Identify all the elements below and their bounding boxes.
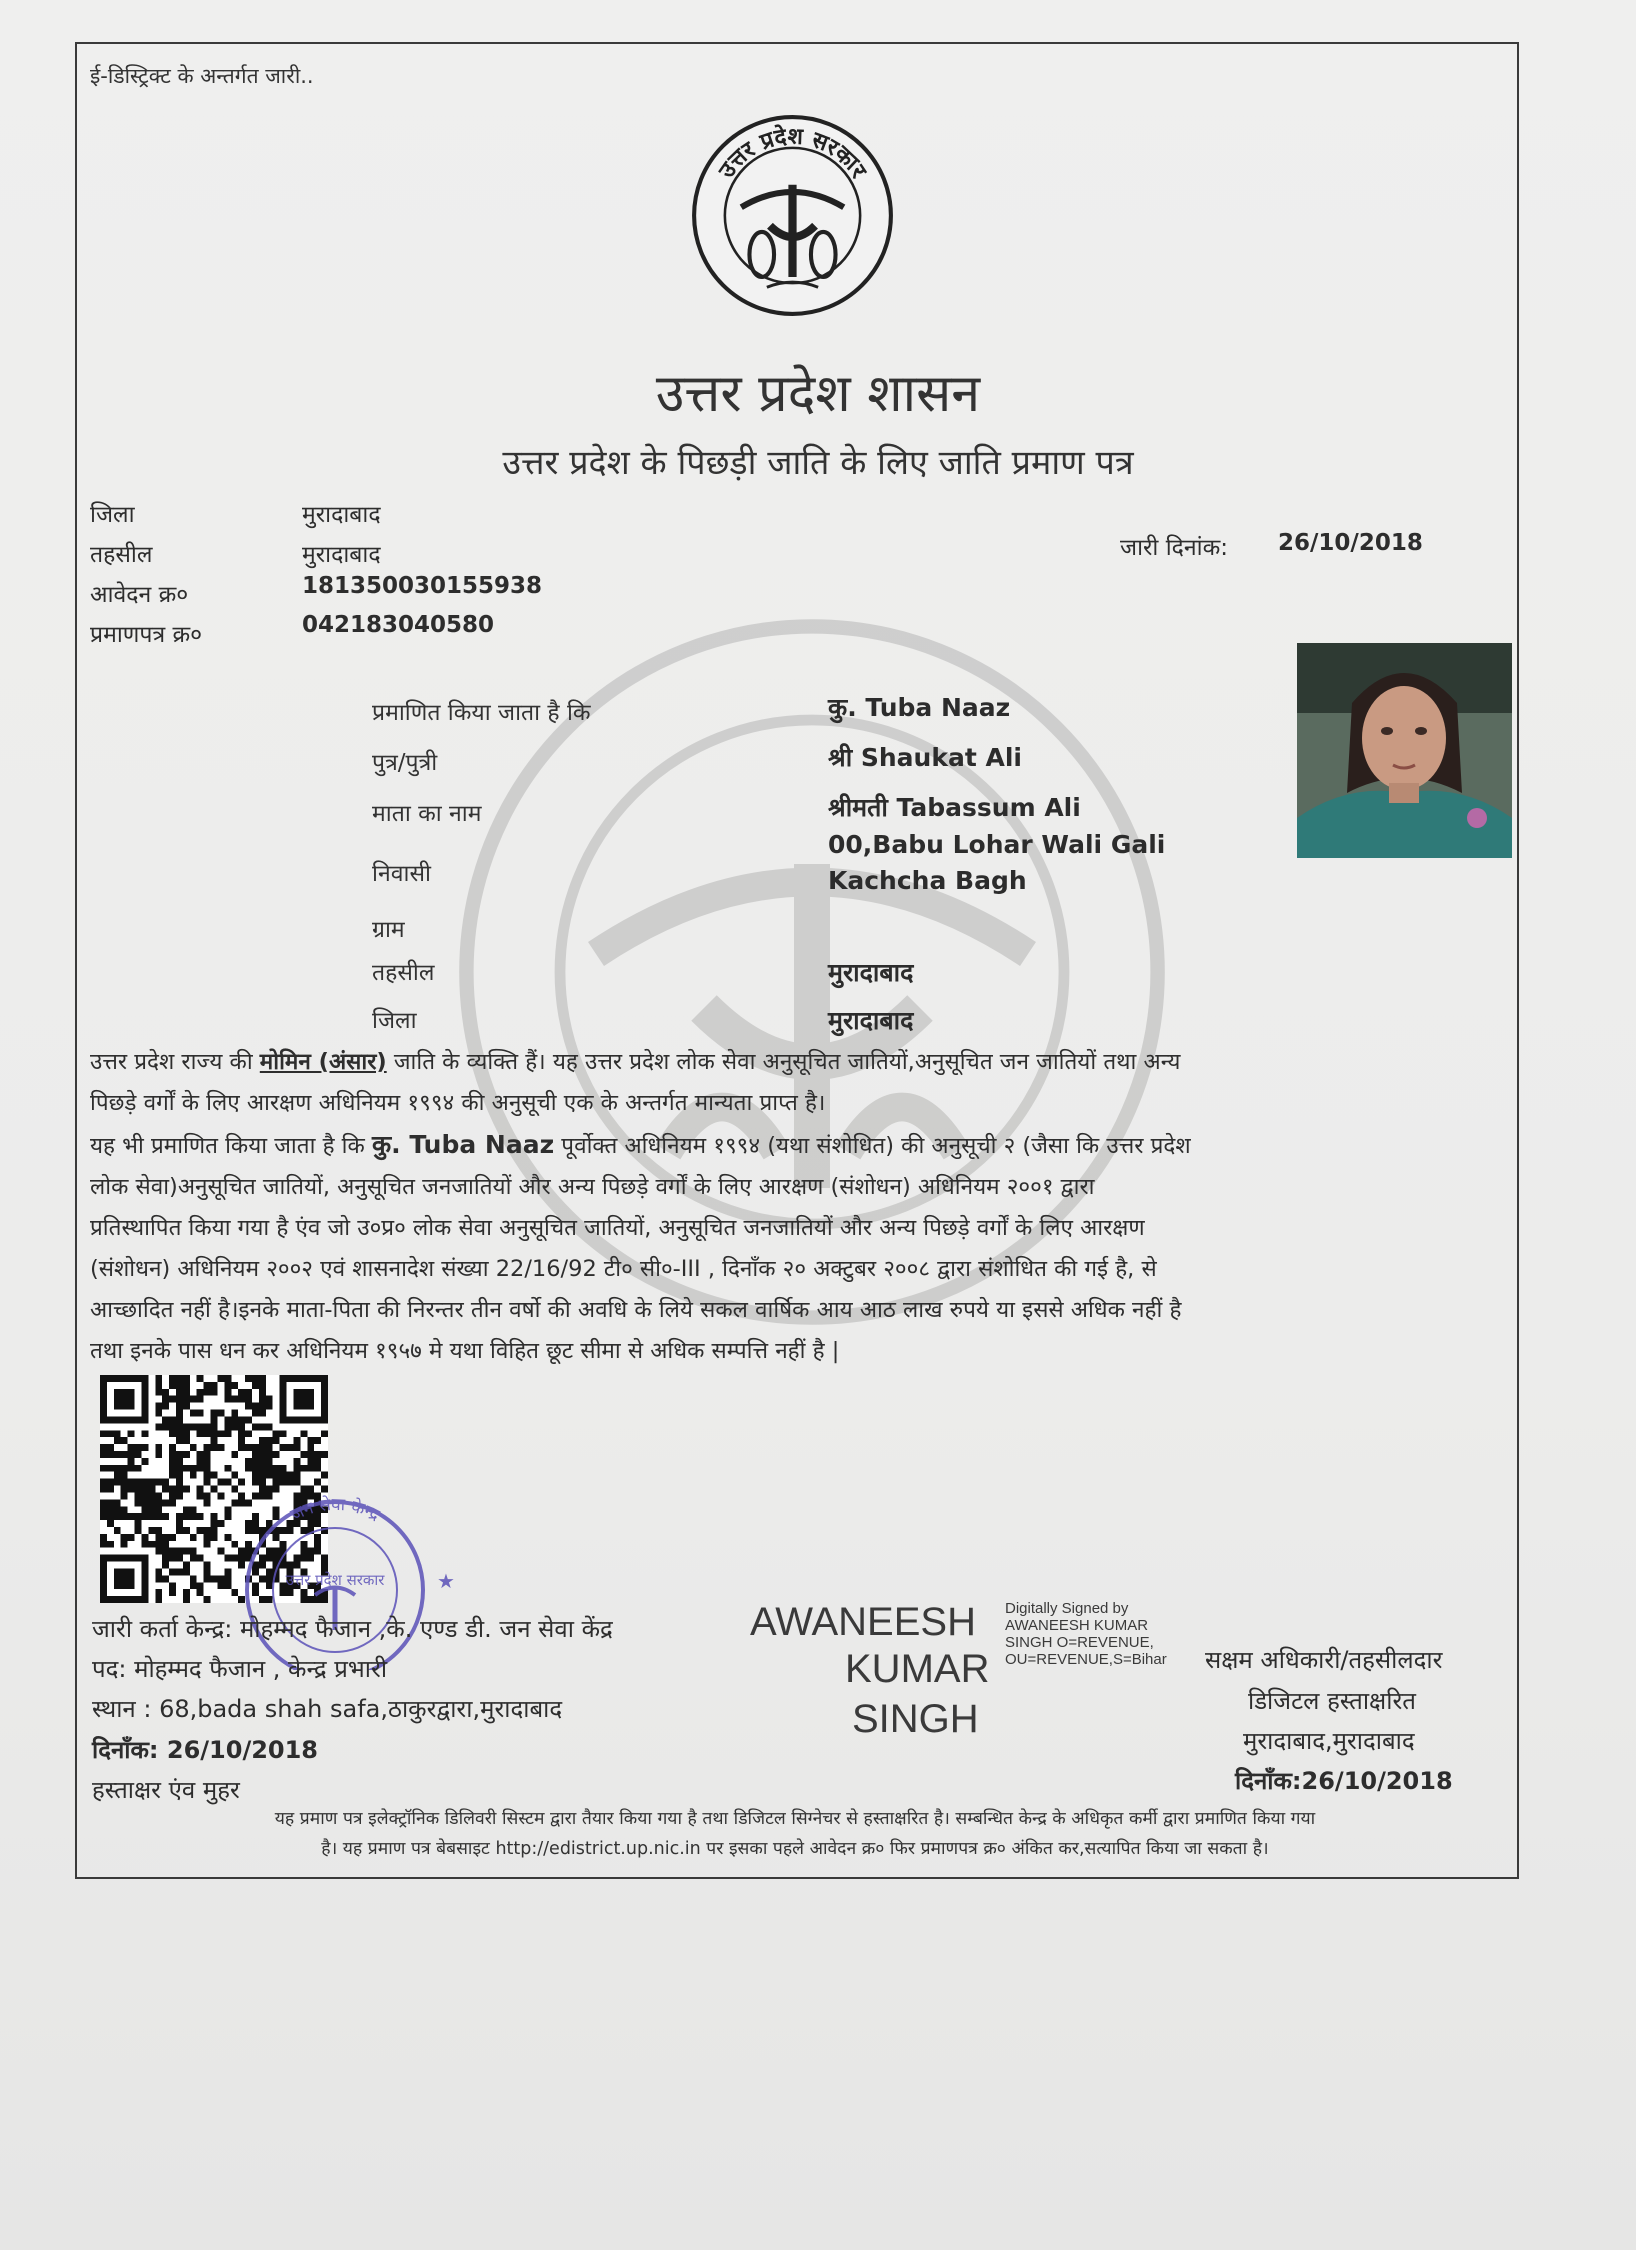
svg-text:जन सेवा केन्द्र	[288, 1494, 384, 1526]
authority-location: मुरादाबाद,मुरादाबाद	[1243, 1727, 1415, 1755]
paragraph-caste-line-2: पिछड़े वर्गों के लिए आरक्षण अधिनियम १९९४ की अनुसूची एक के अन्तर्गत मान्यता प्राप्त है।	[90, 1090, 826, 1116]
tehsil-label: तहसील	[90, 542, 153, 568]
field-district-label: जिला	[372, 1008, 417, 1034]
paragraph-certification	[90, 1124, 1510, 1372]
authority-date: दिनाँक:26/10/2018	[1235, 1767, 1453, 1795]
digital-signature-detail-2: AWANEESH KUMAR	[1005, 1617, 1149, 1634]
digital-signature-detail-4: OU=REVENUE,S=Bihar	[1005, 1651, 1167, 1668]
child-of-label: पुत्र/पुत्री	[372, 750, 438, 776]
issuer-date: दिनाँक: 26/10/2018	[92, 1736, 319, 1764]
resident-label: निवासी	[372, 861, 431, 887]
digital-signer-name-2: KUMAR	[845, 1647, 990, 1691]
tehsil-value: मुरादाबाद	[302, 542, 381, 568]
para2-applicant-name: कु. Tuba Naaz	[371, 1130, 555, 1159]
certificate-number-label: प्रमाणपत्र क्र०	[90, 622, 203, 648]
emblem-text: उत्तर प्रदेश सरकार	[713, 123, 872, 183]
footer-note-line-1: यह प्रमाण पत्र इलेक्ट्रॉनिक डिलिवरी सिस्टम द्वारा तैयार किया गया है तथा डिजिटल सिग्नेचर से हस्ताक्षरित है। सम्बन्धित केन्द्र के अधिकृत कर्मी द्वारा प्रमाणित किया गया	[274, 1809, 1316, 1829]
paragraph-caste-line-1	[90, 1042, 1510, 1083]
address-line-2: Kachcha Bagh	[828, 866, 1027, 895]
svg-text:★: ★	[437, 1569, 455, 1593]
mother-name: श्रीमती Tabassum Ali	[828, 793, 1081, 822]
application-number-label: आवेदन क्र०	[90, 582, 189, 608]
paragraph-cert-line-6: तथा इनके पास धन कर अधिनियम १९५७ मे यथा विहित छूट सीमा से अधिक सम्पत्ति नहीं है |	[90, 1338, 840, 1364]
digital-signature-detail-3: SINGH O=REVENUE,	[1005, 1634, 1154, 1651]
address-line-1: 00,Babu Lohar Wali Gali	[828, 830, 1166, 859]
village-label: ग्राम	[372, 917, 405, 943]
digital-signature-detail-1: Digitally Signed by	[1005, 1600, 1129, 1617]
authority-title: सक्षम अधिकारी/तहसीलदार	[1205, 1646, 1443, 1674]
stamp-text-mid: उत्तर प्रदेश सरकार	[285, 1571, 385, 1589]
paragraph-cert-line-4: (संशोधन) अधिनियम २००२ एवं शासनादेश संख्या 22/16/92 टी० सी०-III , दिनाँक २० अक्टुबर २००८ द्वारा संशोधित की गई है, से	[90, 1256, 1157, 1282]
applicant-photo	[1297, 643, 1512, 858]
certificate-number: 042183040580	[302, 612, 495, 638]
stamp-text: जन सेवा केन्द्र	[287, 1494, 383, 1526]
caste-name: मोमिन (अंसार)	[259, 1049, 387, 1075]
authority-digital-signed: डिजिटल हस्ताक्षरित	[1248, 1687, 1416, 1715]
field-tehsil-label: तहसील	[372, 960, 435, 986]
certificate-subtitle: उत्तर प्रदेश के पिछड़ी जाति के लिए जाति प्रमाण पत्र	[502, 443, 1134, 483]
digital-signer-name-1: AWANEESH	[750, 1600, 976, 1644]
page-title: उत्तर प्रदेश शासन	[655, 364, 981, 424]
para1-text-b: जाति के व्यक्ति हैं। यह उत्तर प्रदेश लोक सेवा अनुसूचित जातियों,अनुसूचित जन जातियों तथा अन्य	[386, 1049, 1181, 1075]
para1-text-a: उत्तर प्रदेश राज्य की	[90, 1049, 260, 1075]
footer-note-line-2: है। यह प्रमाण पत्र बेबसाइट http://edistrict.up.nic.in पर इसका पहले आवेदन क्र० फिर प्रमाणपत्र क्र० अंकित कर,सत्यापित किया जा सकता है।	[321, 1839, 1269, 1859]
father-name: श्री Shaukat Ali	[828, 743, 1022, 772]
issue-date-label: जारी दिनांक:	[1120, 535, 1229, 561]
district-label: जिला	[90, 502, 135, 528]
issue-date: 26/10/2018	[1278, 530, 1423, 556]
district-value: मुरादाबाद	[302, 502, 381, 528]
application-number: 181350030155938	[302, 573, 543, 599]
field-tehsil-value: मुरादाबाद	[828, 958, 914, 987]
para2-text-a: यह भी प्रमाणित किया जाता है कि	[90, 1133, 372, 1159]
paragraph-cert-line-1	[90, 1124, 1510, 1167]
paragraph-cert-line-3: प्रतिस्थापित किया गया है एंव जो उ०प्र० लोक सेवा अनुसूचित जातियों, अनुसूचित जनजातियों और अन्य पिछड़े वर्गों के लिए आरक्षण	[90, 1215, 1145, 1241]
issuer-signature-label: हस्ताक्षर एंव मुहर	[92, 1776, 240, 1804]
issuing-center: जारी कर्ता केन्द्र: मोहम्मद फैजान ,के. एण्ड डी. जन सेवा केंद्र	[92, 1615, 613, 1643]
mother-label: माता का नाम	[372, 801, 482, 827]
paragraph-caste	[90, 1042, 1510, 1124]
header-note: ई-डिस्ट्रिक्ट के अन्तर्गत जारी..	[90, 64, 314, 88]
para2-text-b: पूर्वोक्त अधिनियम १९९४ (यथा संशोधित) की अनुसूची २ (जैसा कि उत्तर प्रदेश	[554, 1133, 1191, 1159]
issuer-post: पद: मोहम्मद फैजान , केन्द्र प्रभारी	[92, 1655, 388, 1683]
field-district-value: मुरादाबाद	[828, 1006, 914, 1035]
certified-label: प्रमाणित किया जाता है कि	[372, 700, 591, 726]
applicant-name: कु. Tuba Naaz	[828, 693, 1011, 722]
issuer-place: स्थान : 68,bada shah safa,ठाकुरद्वारा,मुरादाबाद	[92, 1695, 563, 1723]
paragraph-cert-line-5: आच्छादित नहीं है।इनके माता-पिता की निरन्तर तीन वर्षो की अवधि के लिये सकल वार्षिक आय आठ लाख रुपये या इससे अधिक नहीं है	[90, 1297, 1182, 1323]
paragraph-cert-line-2: लोक सेवा)अनुसूचित जातियों, अनुसूचित जनजातियों और अन्य पिछड़े वर्गों के लिए आरक्षण (संशोधन) अधिनियम २००१ द्वारा	[90, 1174, 1095, 1200]
digital-signer-name-3: SINGH	[852, 1697, 979, 1741]
up-government-emblem	[690, 113, 895, 318]
